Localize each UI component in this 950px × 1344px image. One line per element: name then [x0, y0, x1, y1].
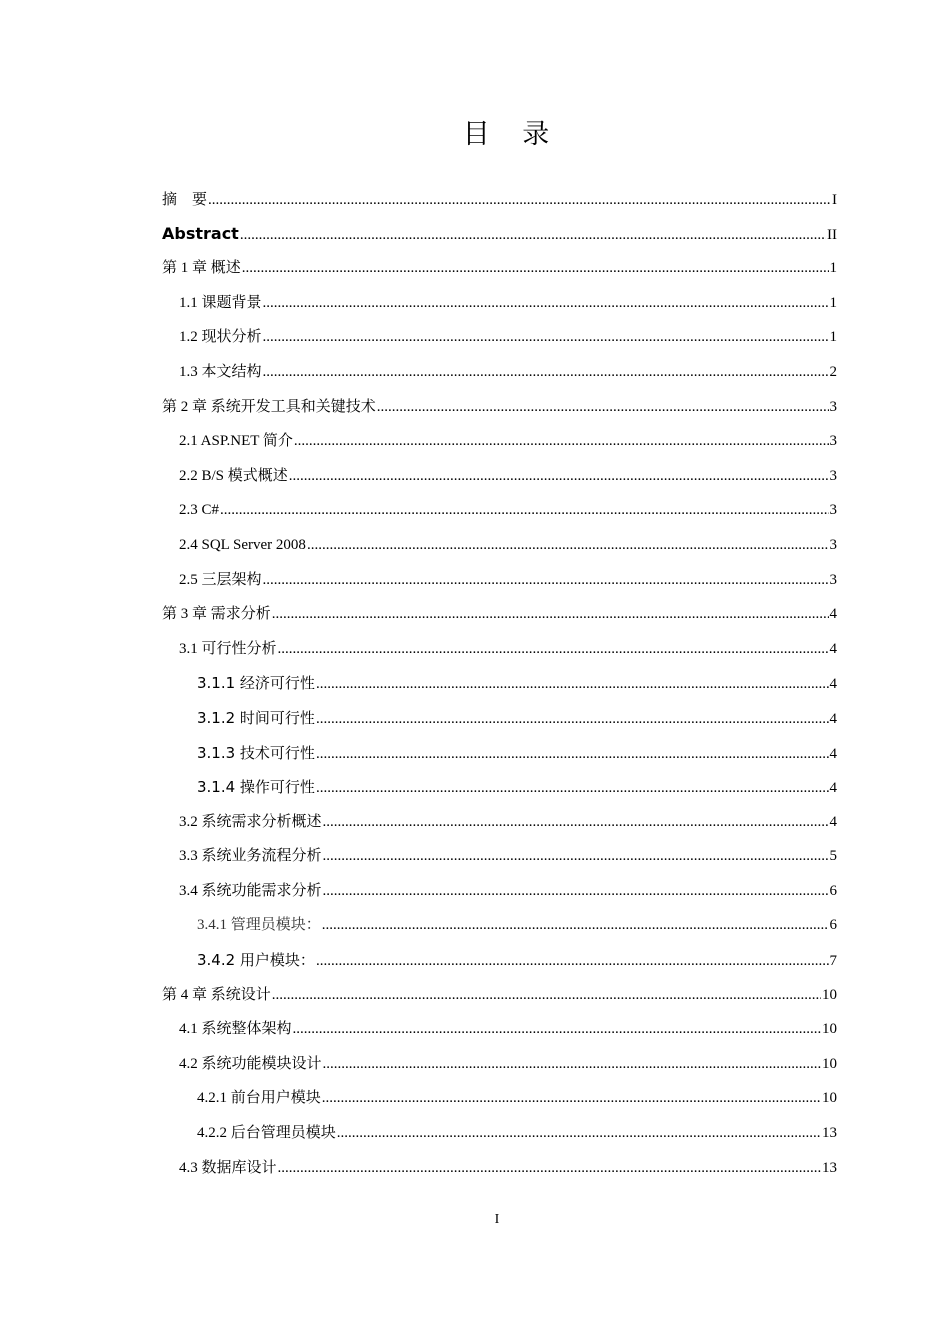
toc-entry-label: 4.2.2 后台管理员模块 — [197, 1125, 336, 1142]
toc-entry[interactable] — [162, 428, 837, 463]
toc-entry-label: 3.4 系统功能需求分析 — [179, 882, 322, 899]
toc-dot-leader — [307, 532, 829, 558]
toc-dot-leader — [263, 290, 829, 316]
toc-entry[interactable] — [162, 255, 837, 290]
toc-entry-label: 第 2 章 系统开发工具和关键技术 — [162, 398, 376, 415]
toc-entry[interactable] — [162, 221, 837, 256]
toc-entry[interactable] — [162, 1085, 837, 1120]
toc-dot-leader — [316, 775, 829, 801]
toc-dot-leader — [316, 948, 829, 974]
toc-entry-page: 13 — [822, 1159, 837, 1176]
toc-dot-leader — [272, 982, 821, 1008]
toc-entry[interactable] — [162, 1051, 837, 1086]
toc-dot-leader — [242, 255, 829, 281]
toc-dot-leader — [322, 912, 829, 938]
toc-entry[interactable] — [162, 601, 837, 636]
toc-dot-leader — [323, 843, 829, 869]
toc-dot-leader — [289, 463, 829, 489]
toc-entry[interactable] — [162, 290, 837, 325]
toc-entry-page: 7 — [829, 953, 837, 970]
toc-entry[interactable] — [162, 324, 837, 359]
toc-entry-label: 第 3 章 需求分析 — [162, 606, 271, 623]
toc-entry-label: 1.3 本文结构 — [179, 363, 262, 380]
toc-entry-page: 1 — [829, 294, 837, 311]
toc-entry-label: 2.4 SQL Server 2008 — [179, 536, 306, 553]
toc-entry[interactable] — [162, 912, 837, 947]
toc-entry[interactable] — [162, 359, 837, 394]
toc-dot-leader — [240, 222, 826, 248]
toc-entry-page: II — [827, 226, 837, 243]
toc-entry-page: 3 — [829, 536, 837, 553]
toc-entry-label: 1.1 课题背景 — [179, 294, 262, 311]
toc-entry-label: 2.1 ASP.NET 简介 — [179, 433, 293, 450]
toc-dot-leader — [220, 497, 828, 523]
toc-entry-label: 4.1 系统整体架构 — [179, 1021, 292, 1038]
toc-entry-label: 第 1 章 概述 — [162, 260, 241, 277]
toc-entry-page: 4 — [829, 606, 837, 623]
toc-entry-label: 第 4 章 系统设计 — [162, 986, 271, 1003]
toc-entry[interactable] — [162, 186, 837, 221]
toc-entry-label: 2.2 B/S 模式概述 — [179, 467, 288, 484]
toc-entry-page: 6 — [829, 882, 837, 899]
toc-entry-page: 4 — [829, 813, 837, 830]
toc-entry-label: 3.1.2 时间可行性 — [197, 708, 315, 727]
toc-entry-page: 10 — [822, 1090, 837, 1107]
toc-entry[interactable] — [162, 947, 837, 982]
toc-entry[interactable] — [162, 774, 837, 809]
toc-entry-page: I — [832, 192, 837, 208]
toc-entry-label: 3.2 系统需求分析概述 — [179, 813, 322, 830]
toc-entry-page: 10 — [822, 1055, 837, 1072]
toc-entry-label: 3.4.1 管理员模块： — [197, 917, 321, 934]
toc-entry[interactable] — [162, 740, 837, 775]
toc-entry[interactable] — [162, 636, 837, 671]
toc-entry-label: 摘 要 — [162, 190, 208, 208]
toc-dot-leader — [272, 601, 829, 627]
toc-dot-leader — [263, 567, 829, 593]
toc-dot-leader — [278, 636, 829, 662]
toc-entry-page: 10 — [822, 986, 837, 1003]
toc-entry-label: 4.2 系统功能模块设计 — [179, 1055, 322, 1072]
toc-dot-leader — [263, 324, 829, 350]
toc-entry[interactable] — [162, 705, 837, 740]
toc-entry-page: 6 — [829, 917, 837, 934]
toc-entry-page: 2 — [829, 363, 837, 380]
toc-dot-leader — [293, 1016, 821, 1042]
toc-entry-page: 4 — [829, 780, 837, 797]
toc-entry-page: 1 — [829, 329, 837, 346]
toc-dot-leader — [377, 394, 829, 420]
toc-entry[interactable] — [162, 982, 837, 1017]
toc-dot-leader — [323, 878, 829, 904]
toc-entry-page: 3 — [829, 467, 837, 484]
toc-entry[interactable] — [162, 463, 837, 498]
toc-entry-page: 1 — [829, 260, 837, 277]
toc-entry-label: 3.1.4 操作可行性 — [197, 778, 315, 797]
toc-entry[interactable] — [162, 670, 837, 705]
toc-entry[interactable] — [162, 1155, 837, 1190]
toc-dot-leader — [323, 1051, 821, 1077]
toc-dot-leader — [278, 1155, 821, 1181]
toc-entry[interactable] — [162, 532, 837, 567]
toc-entry-page: 3 — [829, 571, 837, 588]
toc-entry-page: 5 — [829, 848, 837, 865]
toc-entry-page: 3 — [829, 502, 837, 519]
toc-entry-label: 1.2 现状分析 — [179, 329, 262, 346]
toc-entry-label: 3.1.3 技术可行性 — [197, 743, 315, 762]
toc-entry[interactable] — [162, 809, 837, 844]
toc-entry-label: 3.3 系统业务流程分析 — [179, 848, 322, 865]
toc-entry[interactable] — [162, 843, 837, 878]
toc-entry-label: 4.3 数据库设计 — [179, 1159, 277, 1176]
toc-entry[interactable] — [162, 497, 837, 532]
toc-entry-page: 4 — [829, 676, 837, 693]
toc-dot-leader — [316, 706, 829, 732]
page-number-footer: I — [494, 1212, 500, 1227]
toc-dot-leader — [316, 671, 829, 697]
toc-entry-page: 3 — [829, 398, 837, 415]
toc-dot-leader — [323, 809, 829, 835]
toc-dot-leader — [316, 741, 829, 767]
toc-dot-leader — [208, 187, 831, 213]
toc-dot-leader — [337, 1120, 821, 1146]
toc-entry[interactable] — [162, 878, 837, 913]
toc-entry-label: 4.2.1 前台用户模块 — [197, 1090, 321, 1107]
toc-entry-page: 13 — [822, 1125, 837, 1142]
toc-entry[interactable] — [162, 1016, 837, 1051]
toc-entry[interactable] — [162, 394, 837, 429]
page-title: 目 录 — [462, 119, 562, 150]
toc-entry-label: Abstract — [162, 223, 239, 243]
toc-entry-page: 10 — [822, 1021, 837, 1038]
toc-dot-leader — [294, 428, 829, 454]
toc-entry-label: 3.1.1 经济可行性 — [197, 674, 315, 693]
toc-entry-label: 3.1 可行性分析 — [179, 640, 277, 657]
toc-dot-leader — [263, 359, 829, 385]
toc-entry-page: 4 — [829, 710, 837, 727]
toc-entry-page: 4 — [829, 745, 837, 762]
toc-entry[interactable] — [162, 1120, 837, 1155]
toc-entry-label: 3.4.2 用户模块： — [197, 951, 315, 970]
toc-entry-label: 2.5 三层架构 — [179, 571, 262, 588]
toc-entry-page: 3 — [829, 433, 837, 450]
toc-entry-label: 2.3 C# — [179, 502, 220, 519]
toc-dot-leader — [322, 1085, 821, 1111]
toc-entry[interactable] — [162, 567, 837, 602]
table-of-contents — [162, 186, 837, 1189]
toc-entry-page: 4 — [829, 640, 837, 657]
